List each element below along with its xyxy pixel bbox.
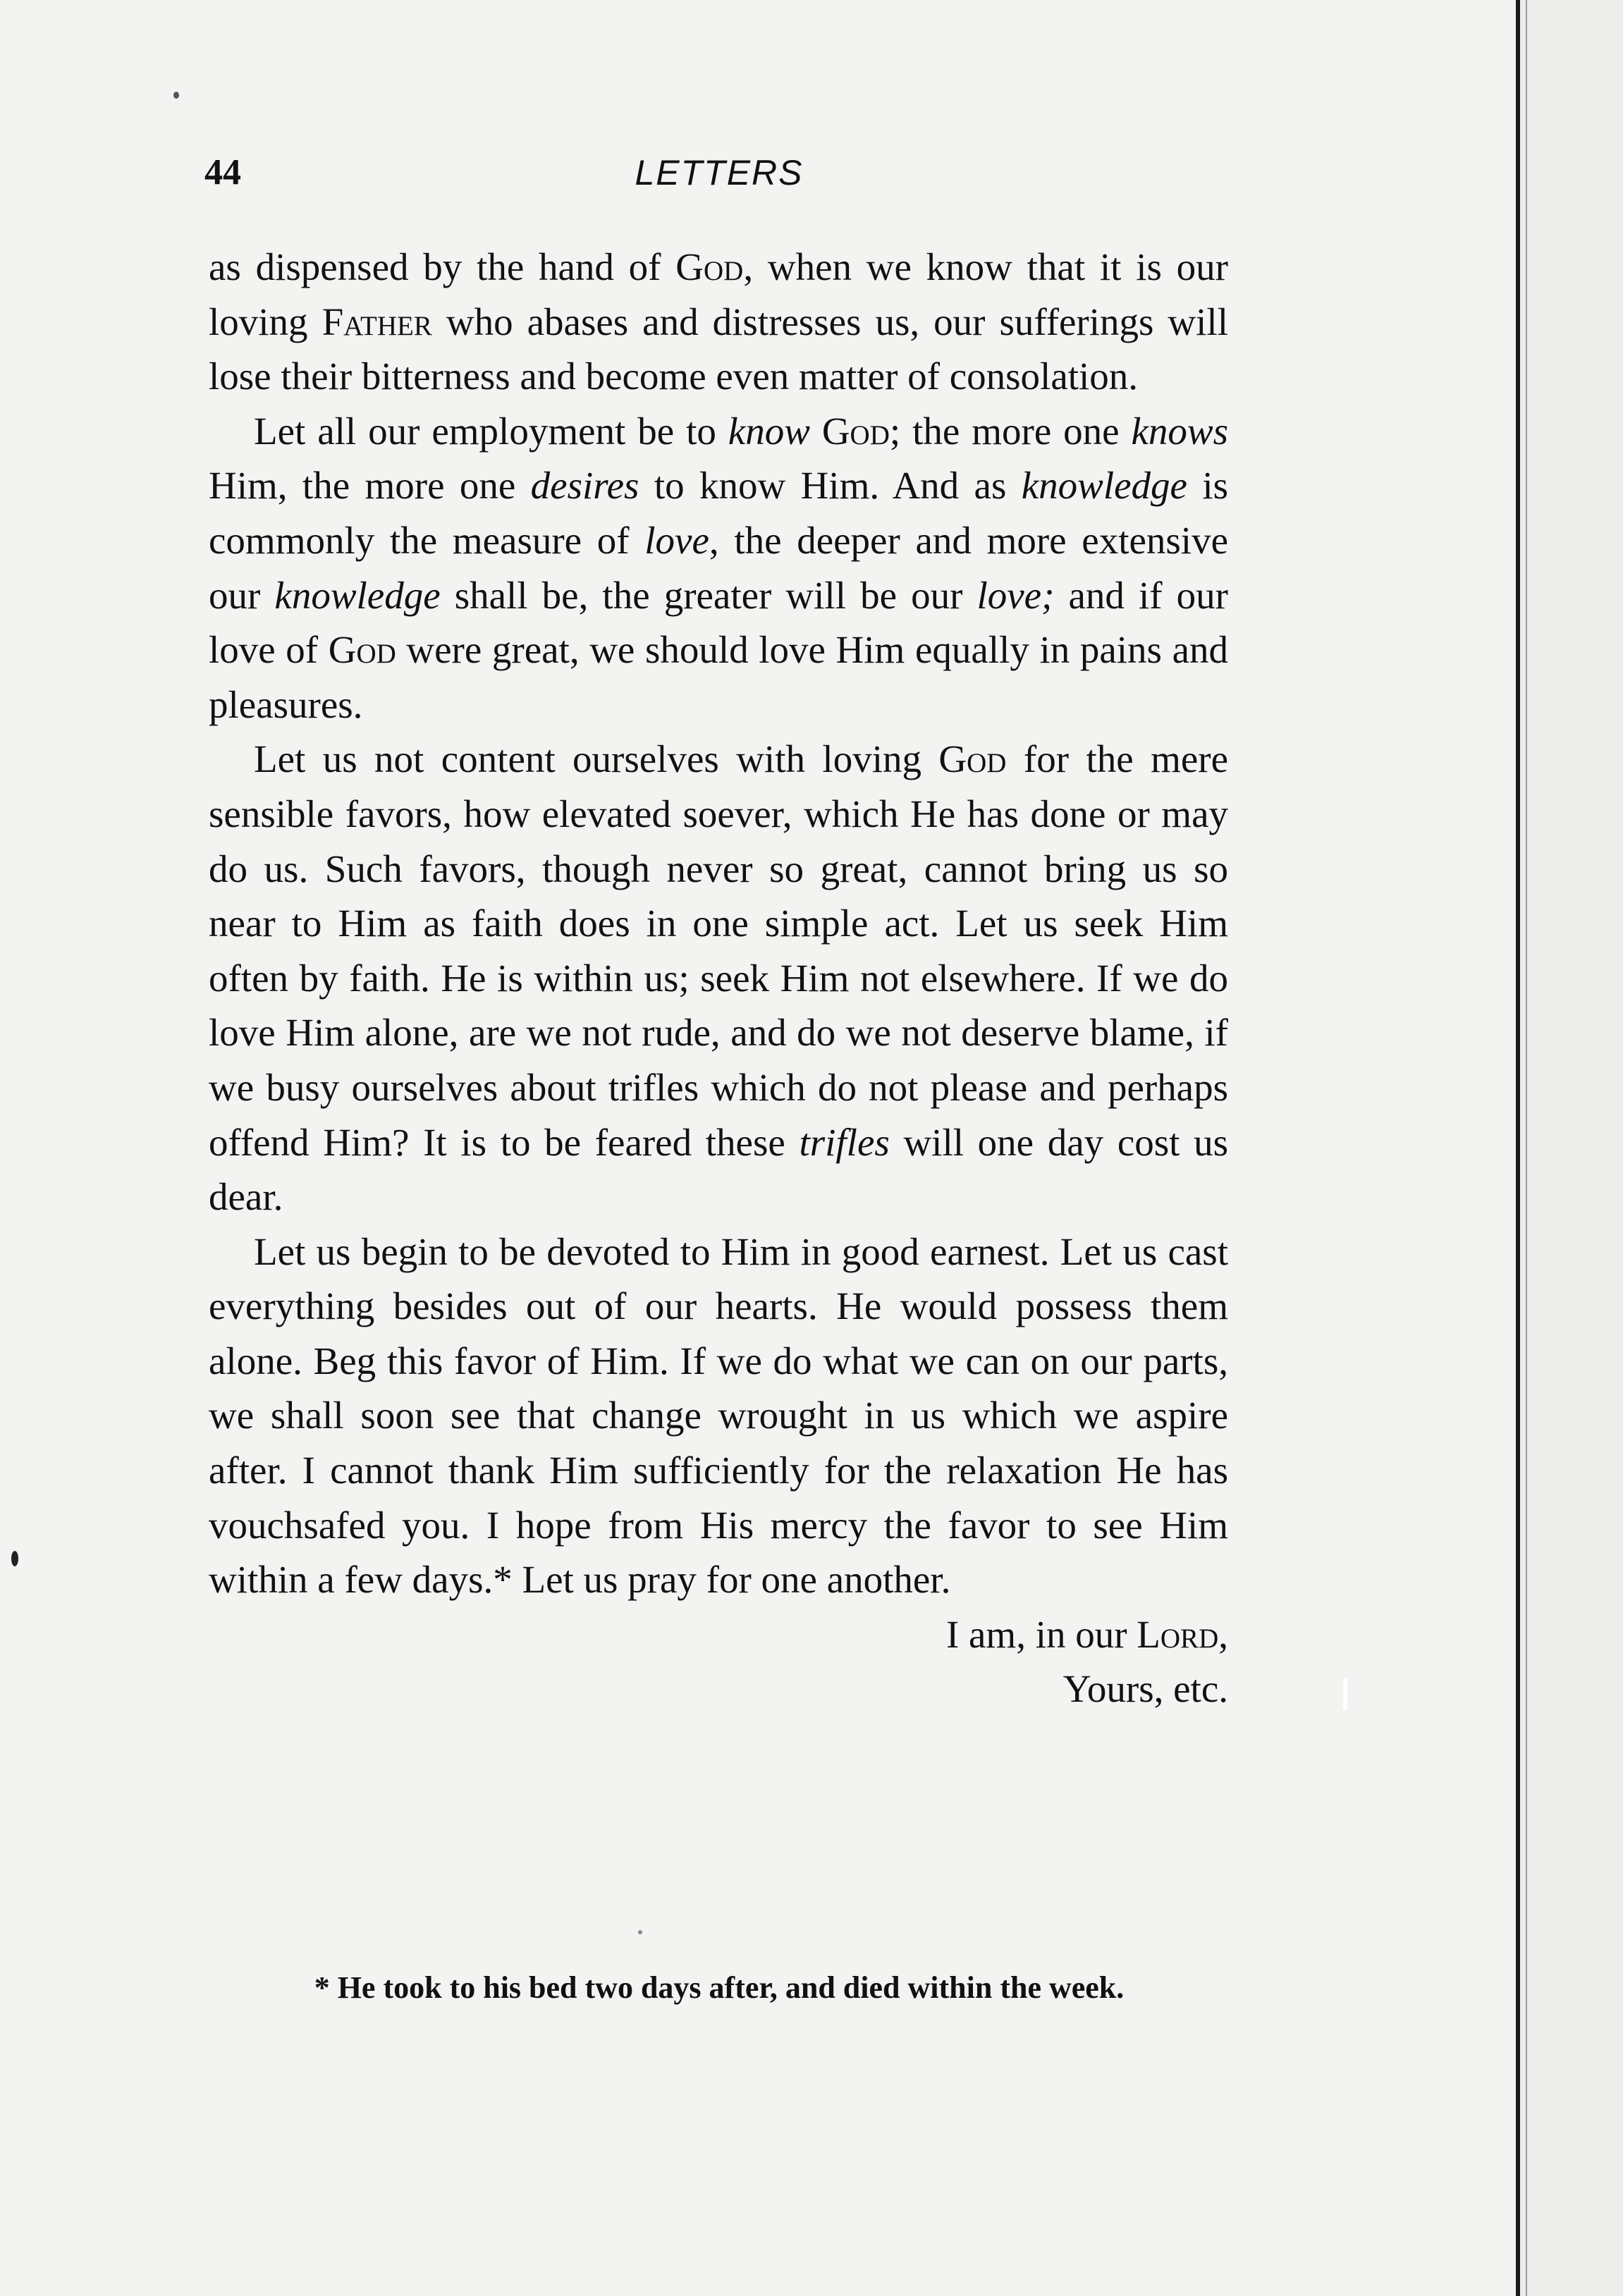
scan-speck (1343, 1678, 1347, 1710)
scan-speck (638, 1930, 642, 1934)
page-edge-binding (1516, 0, 1623, 2296)
page-number: 44 (204, 152, 241, 192)
signature-line: Yours, etc. (1062, 1667, 1228, 1711)
paragraph-2: Let all our employment be to know God; the more one knows Him, the more one desires to know Him. And as knowledge is commonly the measure of love, the deeper and more extensive our knowledge shall be, the greater will be our love; and if our love of God were great, we should love Him equally in pains and pleasures. (209, 409, 1228, 726)
running-head (204, 145, 1234, 201)
paragraph-4: Let us begin to be devoted to Him in good earnest. Let us cast everything besides out of our hearts. He would possess them alone. Beg this favor of Him. If we do what we can on our parts, we shall soon see that change wrought in us which we aspire after. I cannot thank Him sufficiently for the relaxation He has vouchsafed you. I hope from His mercy the favor to see Him within a few days.* Let us pray for one another. (209, 1229, 1228, 1602)
paragraph-3: Let us not content ourselves with loving God for the mere sensible favors, how elevated soever, which He has done or may do us. Such favors, though never so great, cannot bring us so near to Him as faith does in one simple act. Let us seek Him often by faith. He is within us; seek Him not elsewhere. If we do love Him alone, are we not rude, and do we not deserve blame, if we busy ourselves about trifles which do not please and perhaps offend Him? It is to be feared these trifles will one day cost us dear. (209, 737, 1229, 1219)
paragraph-1: as dispensed by the hand of God, when we know that it is our loving Father who abases and distresses us, our sufferings will lose their bitterness and become even matter of consolation. (209, 245, 1229, 398)
closing-line: I am, in our Lord, (945, 1612, 1228, 1656)
scan-speck (173, 92, 179, 99)
scan-speck (11, 1551, 18, 1566)
footnote: * He took to his bed two days after, and died within the week. (314, 1970, 1125, 2005)
running-title: LETTERS (635, 153, 804, 192)
page-edge-line (1526, 0, 1527, 2296)
body-text (209, 240, 1228, 1717)
